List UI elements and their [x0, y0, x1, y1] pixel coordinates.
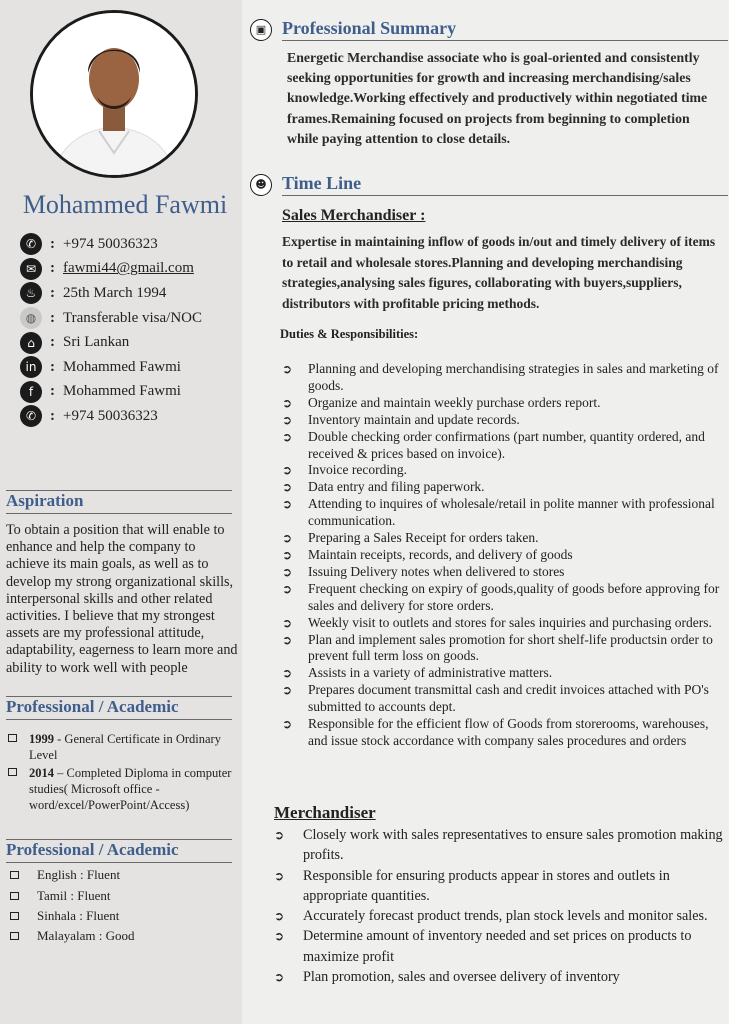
academic-heading: Professional / Academic	[6, 696, 232, 720]
email-icon: ✉	[20, 258, 42, 280]
contact-text: Mohammed Fawmi	[63, 358, 181, 375]
main-content	[242, 0, 729, 1024]
summary-text: Energetic Merchandise associate who is goal-oriented and consistently seeking opportunities for growth and increasing merchandising/sales knowledge.Working effectively and productively within negotiated time frames.Remaining focused on projects from beginning to completion while paying attention to close details.	[287, 50, 708, 146]
person-icon: ☻	[250, 174, 272, 196]
duty-text: Plan and implement sales promotion for short shelf-life productsin order to prevent full term loss on goods.	[308, 631, 713, 664]
academic-item	[8, 765, 236, 813]
duty-item	[282, 564, 722, 581]
arrow-bullet-icon: ➲	[282, 581, 293, 596]
timeline-heading: Time Line	[282, 173, 728, 196]
duty-item	[282, 632, 722, 666]
arrow-bullet-icon: ➲	[282, 362, 293, 376]
duty-item	[282, 395, 722, 412]
arrow-bullet-icon: ➲	[282, 429, 293, 444]
arrow-bullet-icon: ➲	[274, 909, 285, 924]
duty-text: Attending to inquires of wholesale/retail in polite manner with professional communication.	[308, 496, 715, 529]
contact-text: +974 50036323	[63, 407, 158, 424]
duties-heading: Duties & Responsibilities:	[280, 327, 419, 341]
academic-year: 2014	[29, 766, 54, 780]
arrow-bullet-icon: ➲	[274, 970, 285, 985]
duty-item	[282, 665, 722, 682]
duty-text: Organize and maintain weekly purchase orders report.	[308, 394, 601, 410]
language-item	[10, 885, 134, 905]
arrow-bullet-icon: ➲	[274, 929, 285, 944]
contact-separator: :	[50, 407, 55, 424]
academic-text: General Certificate in Ordinary Level	[29, 732, 221, 762]
timeline-section-title	[250, 173, 728, 196]
duty-text: Issuing Delivery notes when delivered to stores	[308, 563, 565, 579]
academic-list	[8, 731, 236, 815]
contact-item[interactable]	[20, 257, 240, 282]
contact-item	[20, 380, 240, 405]
contact-item	[20, 281, 240, 306]
duty-item	[282, 615, 722, 632]
checkbox-bullet-icon	[10, 892, 19, 900]
candidate-name: Mohammed Fawmi	[22, 190, 228, 219]
role-title-sales-merchandiser: Sales Merchandiser :	[282, 207, 426, 224]
contact-separator: :	[50, 383, 55, 400]
duty-item	[282, 429, 722, 463]
academic-item	[8, 731, 236, 763]
contact-separator: :	[50, 260, 55, 277]
contact-text: Mohammed Fawmi	[63, 383, 181, 400]
contact-separator: :	[50, 309, 55, 326]
contact-text: +974 50036323	[63, 235, 158, 252]
arrow-bullet-icon: ➲	[282, 683, 293, 698]
summary-section-title	[250, 18, 728, 41]
phone-icon: ✆	[20, 233, 42, 255]
visa-globe-icon: ◍	[20, 307, 42, 329]
arrow-bullet-icon: ➲	[282, 564, 293, 579]
contact-item	[20, 306, 240, 331]
language-item	[10, 906, 134, 926]
contact-item	[20, 330, 240, 355]
aspiration-heading: Aspiration	[6, 490, 232, 514]
academic-text: Completed Diploma in computer studies( Microsoft office -word/excel/PowerPoint/Access)	[29, 766, 232, 812]
aspiration-text: To obtain a position that will enable to enhance and help the company to achieve its main goals, as well as to develop my strong organizational skills, interpersonal skills and other related activities. I believe that my strongest assets are my professional attitude, adaptability, eagerness to learn more and ability to work well with people	[6, 522, 238, 676]
linkedin-icon: in	[20, 356, 42, 378]
languages-heading: Professional / Academic	[6, 839, 232, 863]
duty-item	[282, 716, 722, 750]
arrow-bullet-icon: ➲	[282, 547, 293, 562]
contact-separator: :	[50, 358, 55, 375]
merch-duty-item	[274, 825, 724, 866]
summary-heading: Professional Summary	[282, 18, 728, 41]
duty-text: Planning and developing merchandising strategies in sales and marketing of goods.	[308, 361, 719, 393]
merch-duty-text: Responsible for ensuring products appear in stores and outlets in appropriate quantities.	[303, 867, 670, 904]
language-item	[10, 865, 134, 885]
duty-item	[282, 581, 722, 615]
person-portrait	[33, 13, 195, 175]
arrow-bullet-icon: ➲	[282, 480, 293, 495]
role-description: Expertise in maintaining inflow of goods in/out and timely delivery of items to retail and wholesale stores.Planning and developing merchandising strategies,analysing sales figures, collaborating with buyers,suppliers, distributors with profitable pricing methods.	[282, 234, 716, 311]
checkbox-bullet-icon	[10, 871, 19, 879]
academic-year: 1999	[29, 732, 54, 746]
sidebar	[0, 0, 242, 1024]
merch-duty-item	[274, 866, 724, 907]
language-text: Malayalam : Good	[37, 928, 135, 944]
arrow-bullet-icon: ➲	[274, 828, 285, 842]
language-text: Tamil : Fluent	[37, 887, 111, 903]
arrow-bullet-icon: ➲	[282, 717, 293, 732]
merch-duty-item	[274, 926, 724, 967]
duties-list	[282, 361, 722, 750]
duty-item	[282, 530, 722, 547]
duty-text: Weekly visit to outlets and stores for sales inquiries and purchasing orders.	[308, 614, 712, 630]
merch-duty-text: Accurately forecast product trends, plan stock levels and monitor sales.	[303, 908, 708, 925]
contact-text: Sri Lankan	[63, 334, 130, 351]
whatsapp-icon: ✆	[20, 405, 42, 427]
academic-entry	[29, 765, 236, 813]
arrow-bullet-icon: ➲	[282, 395, 293, 410]
duty-item	[282, 479, 722, 496]
contact-separator: :	[50, 235, 55, 252]
academic-entry	[29, 731, 236, 763]
contact-text: fawmi44@gmail.com	[63, 260, 194, 277]
arrow-bullet-icon: ➲	[274, 868, 285, 883]
duty-text: Data entry and filing paperwork.	[308, 479, 485, 495]
profile-photo	[30, 10, 198, 178]
duty-text: Double checking order confirmations (part number, quantity ordered, and received & prices based on invoice).	[308, 428, 705, 461]
arrow-bullet-icon: ➲	[282, 412, 293, 427]
duty-text: Preparing a Sales Receipt for orders taken.	[308, 530, 539, 546]
briefcase-icon: ▣	[250, 19, 272, 41]
language-item	[10, 926, 134, 946]
duty-item	[282, 496, 722, 530]
contact-text: 25th March 1994	[63, 284, 167, 301]
arrow-bullet-icon: ➲	[282, 632, 293, 647]
checkbox-bullet-icon	[8, 768, 17, 776]
duty-text: Responsible for the efficient flow of Goods from storerooms, warehouses, and issue stock accordance with company sales procedures and orders	[308, 716, 709, 748]
checkbox-bullet-icon	[10, 932, 19, 940]
contact-item	[20, 232, 240, 257]
arrow-bullet-icon: ➲	[282, 463, 293, 478]
duty-text: Invoice recording.	[308, 462, 407, 478]
language-text: English : Fluent	[37, 867, 121, 883]
arrow-bullet-icon: ➲	[282, 666, 293, 681]
duty-item	[282, 547, 722, 564]
contact-list	[20, 232, 240, 429]
academic-separator: -	[54, 732, 65, 746]
merch-duty-text: Plan promotion, sales and oversee delivery of inventory	[303, 969, 620, 986]
contact-item	[20, 355, 240, 380]
arrow-bullet-icon: ➲	[282, 615, 293, 630]
duty-text: Prepares document transmittal cash and credit invoices attached with PO's submitted to accounts dept.	[308, 682, 709, 715]
home-icon: ⌂	[20, 332, 42, 354]
duty-text: Frequent checking on expiry of goods,quality of goods before approving for sales and delivery for store orders.	[308, 580, 720, 613]
duty-text: Inventory maintain and update records.	[308, 411, 520, 427]
merchandiser-duties-list	[274, 825, 724, 987]
checkbox-bullet-icon	[10, 912, 19, 920]
contact-text: Transferable visa/NOC	[63, 309, 203, 326]
duty-item	[282, 682, 722, 716]
birthday-cake-icon: ♨	[20, 282, 42, 304]
arrow-bullet-icon: ➲	[282, 531, 293, 546]
contact-item	[20, 404, 240, 429]
language-text: Sinhala : Fluent	[37, 907, 120, 923]
duty-item	[282, 361, 722, 395]
facebook-icon: f	[20, 381, 42, 403]
languages-list	[10, 865, 134, 947]
contact-separator: :	[50, 334, 55, 351]
merch-duty-text: Determine amount of inventory needed and set prices on products to maximize profit	[303, 928, 692, 965]
role-title-merchandiser: Merchandiser	[274, 803, 376, 822]
duty-text: Assists in a variety of administrative matters.	[308, 665, 553, 681]
contact-separator: :	[50, 284, 55, 301]
duty-item	[282, 412, 722, 429]
checkbox-bullet-icon	[8, 734, 17, 742]
duty-text: Maintain receipts, records, and delivery of goods	[308, 546, 573, 562]
arrow-bullet-icon: ➲	[282, 497, 293, 512]
academic-separator: –	[54, 766, 67, 780]
duty-item	[282, 462, 722, 479]
merch-duty-text: Closely work with sales representatives to ensure sales promotion making profits.	[303, 827, 723, 864]
merch-duty-item	[274, 906, 724, 926]
merch-duty-item	[274, 967, 724, 987]
